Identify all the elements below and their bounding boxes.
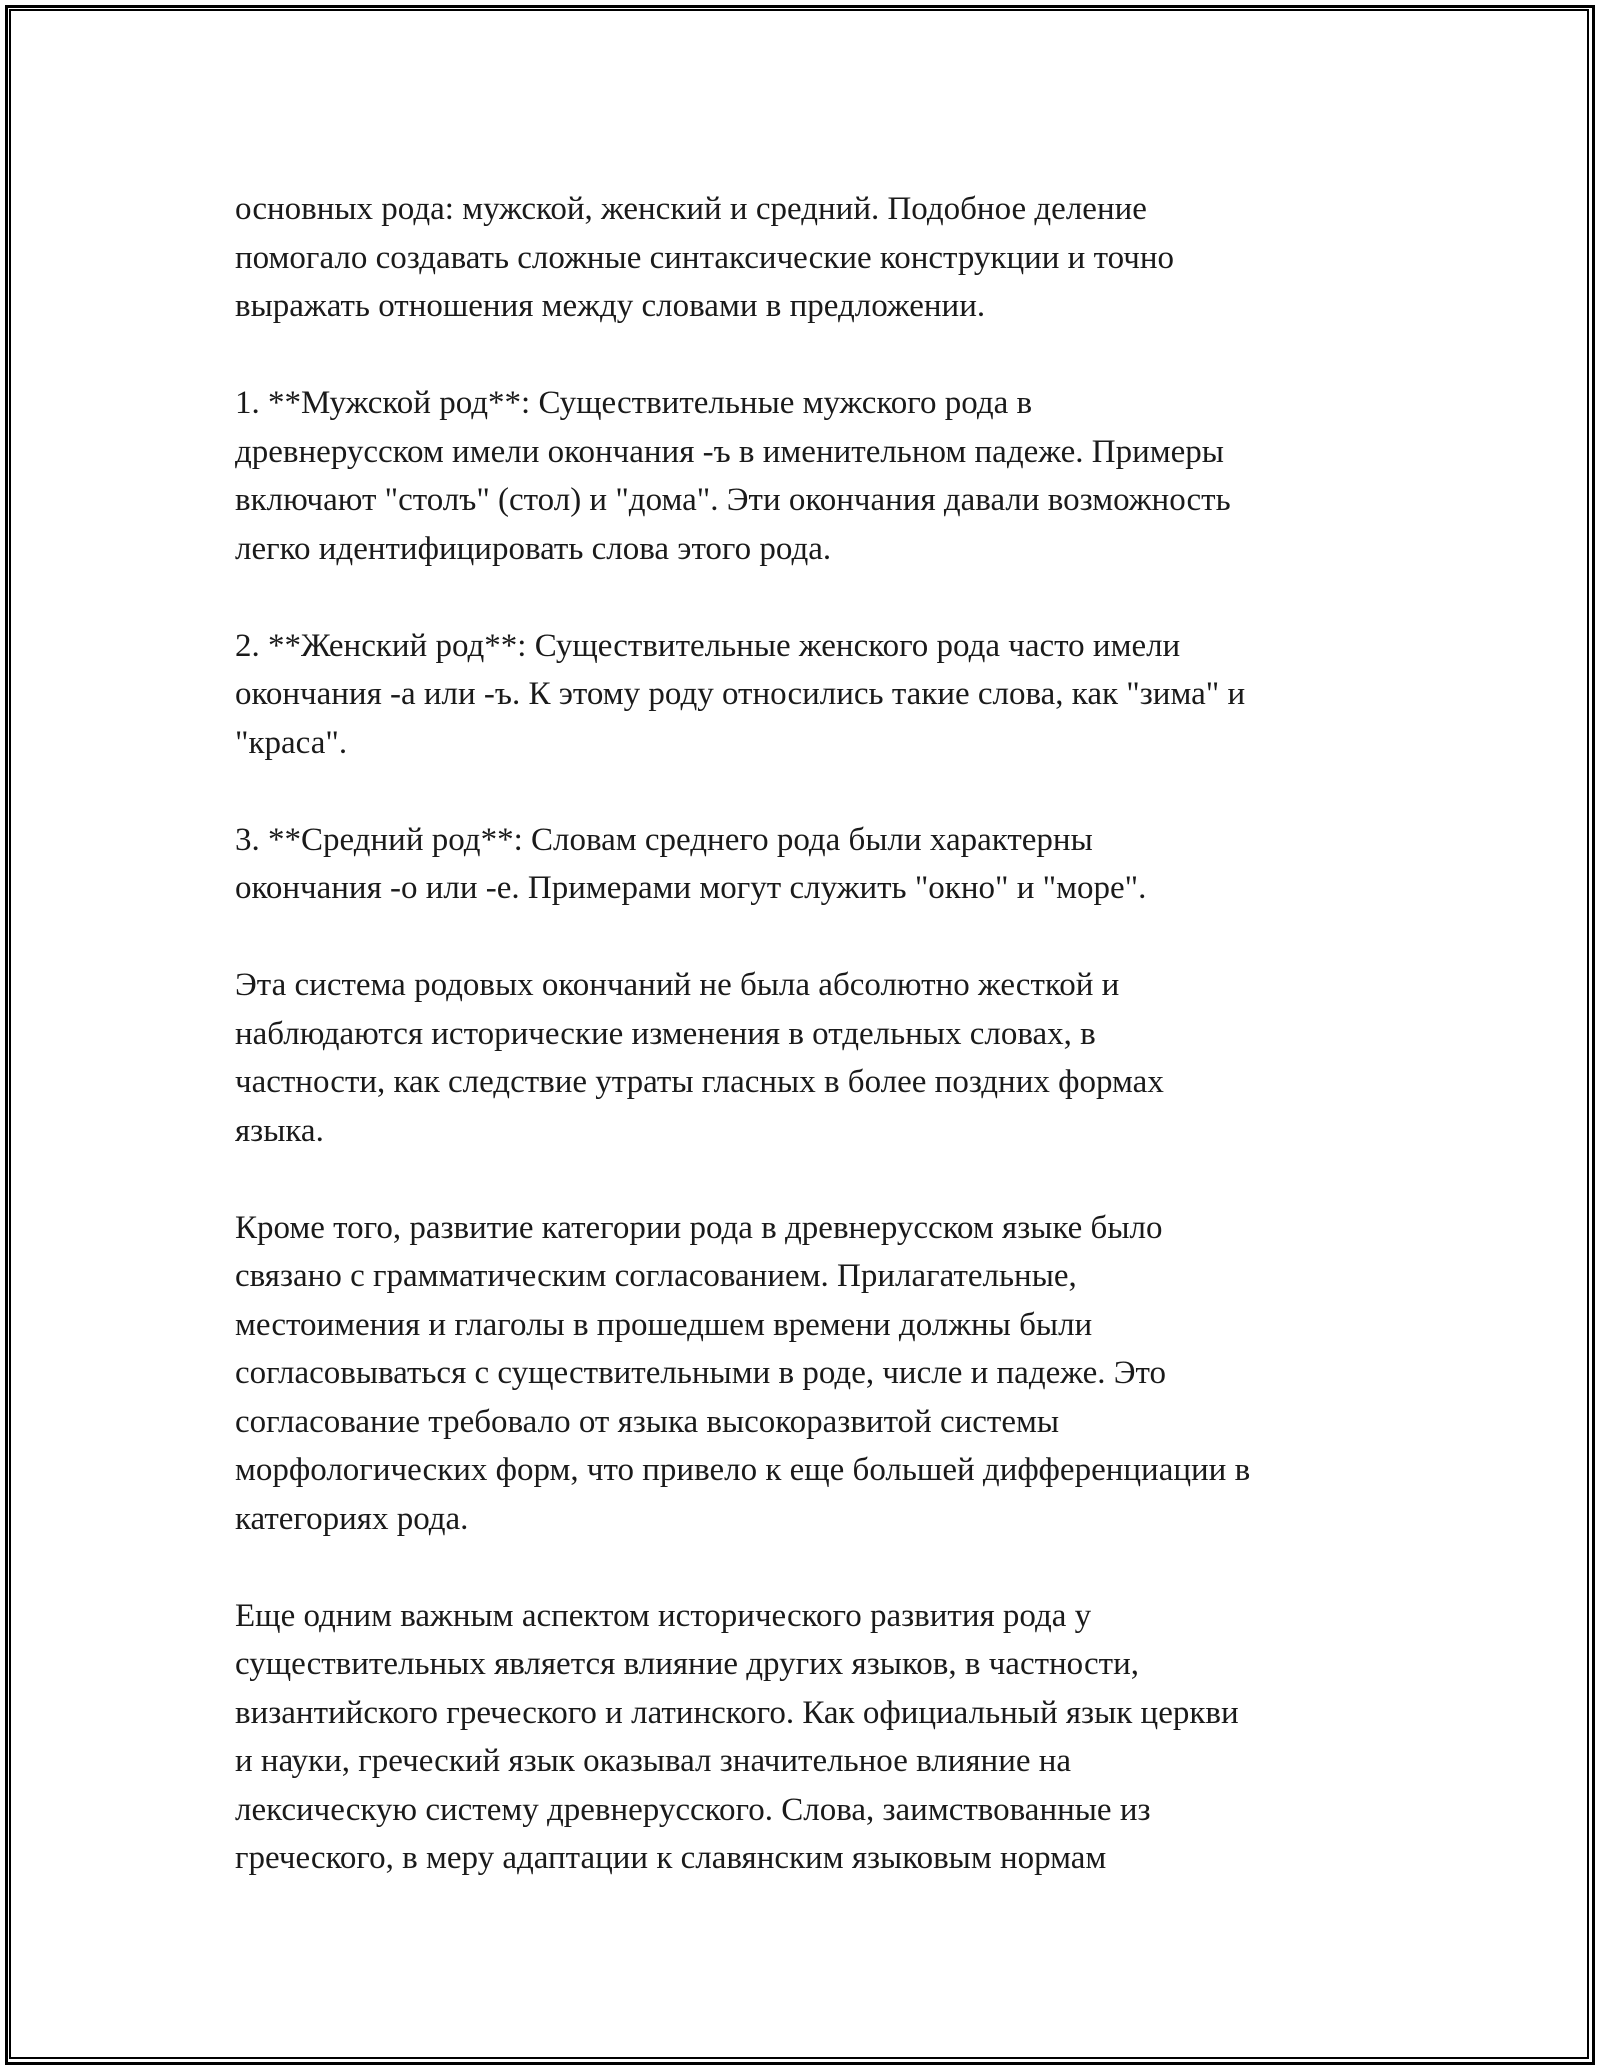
text-line: выражать отношения между словами в предложении. xyxy=(235,288,986,324)
text-line: согласование требовало от языка высокоразвитой системы xyxy=(235,1403,1060,1440)
text-line: Эта система родовых окончаний не была абсолютно жесткой и xyxy=(235,967,1120,1003)
document-body xyxy=(235,185,1385,1931)
text-line: греческого, в меру адаптации к славянским языковым нормам xyxy=(235,1840,1107,1876)
text-line: категориях рода. xyxy=(235,1500,469,1537)
text-line: окончания -о или -е. Примерами могут служить "окно" и "море". xyxy=(235,870,1147,906)
text-line: морфологических форм, что привело к еще большей дифференциации в xyxy=(235,1452,1251,1488)
paragraph-masculine xyxy=(235,379,1385,573)
text-line: существительных является влияние других языков, в частности, xyxy=(235,1646,1139,1682)
text-line: легко идентифицировать слова этого рода. xyxy=(235,530,832,567)
paragraph-intro xyxy=(235,185,1385,331)
text-line: византийского греческого и латинского. Как официальный язык церкви xyxy=(235,1694,1239,1731)
text-line: частности, как следствие утраты гласных в более поздних формах xyxy=(235,1064,1164,1100)
text-line: Еще одним важным аспектом исторического развития рода у xyxy=(235,1597,1092,1634)
text-line: Кроме того, развитие категории рода в древнерусском языке было xyxy=(235,1209,1163,1246)
text-line: включают "столъ" (стол) и "дома". Эти окончания давали возможность xyxy=(235,482,1231,518)
text-line: основных рода: мужской, женский и средний. Подобное деление xyxy=(235,191,1147,227)
text-line: наблюдаются исторические изменения в отдельных словах, в xyxy=(235,1015,1096,1052)
text-line: связано с грамматическим согласованием. Прилагательные, xyxy=(235,1258,1077,1294)
text-line: согласовываться с существительными в роде, числе и падеже. Это xyxy=(235,1355,1167,1391)
paragraph-neuter xyxy=(235,816,1385,913)
text-line: древнерусском имели окончания -ъ в именительном падеже. Примеры xyxy=(235,433,1224,470)
text-line: языка. xyxy=(235,1112,324,1149)
text-line: и науки, греческий язык оказывал значительное влияние на xyxy=(235,1743,1072,1779)
paragraph-feminine xyxy=(235,622,1385,768)
text-line: "краса". xyxy=(235,724,348,761)
text-line: 3. **Средний род**: Словам среднего рода были характерны xyxy=(235,821,1093,858)
paragraph-agreement xyxy=(235,1204,1385,1544)
paragraph-system xyxy=(235,961,1385,1155)
text-line: помогало создавать сложные синтаксические конструкции и точно xyxy=(235,239,1174,276)
text-line: местоимения и глаголы в прошедшем времени должны были xyxy=(235,1306,1093,1343)
text-line: 2. **Женский род**: Существительные женского рода часто имели xyxy=(235,627,1181,664)
paragraph-influence xyxy=(235,1592,1385,1883)
text-line: окончания -а или -ъ. К этому роду относились такие слова, как "зима" и xyxy=(235,676,1246,712)
text-line: 1. **Мужской род**: Существительные мужского рода в xyxy=(235,385,1033,421)
text-line: лексическую систему древнерусского. Слова, заимствованные из xyxy=(235,1791,1151,1828)
